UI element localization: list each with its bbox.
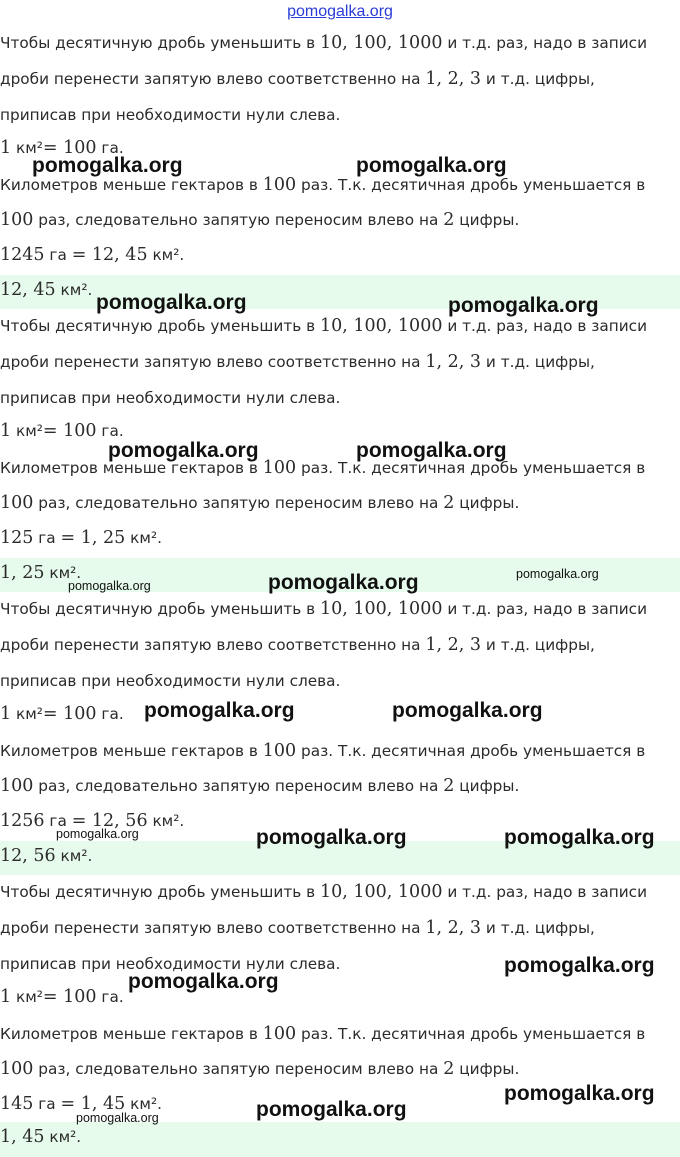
watermark: pomogalka.org xyxy=(128,970,279,993)
watermark: pomogalka.org xyxy=(448,294,599,317)
watermark: pomogalka.org xyxy=(268,571,419,594)
rule-line-3: приписав при необходимости нули слева. xyxy=(0,389,341,407)
conversion-line: 1 км²= 100 га. xyxy=(0,421,124,441)
watermark: pomogalka.org xyxy=(504,826,655,849)
rule-line-2: дроби перенести запятую влево соответственно на 1, 2, 3 и т.д. цифры, xyxy=(0,69,595,89)
watermark: pomogalka.org xyxy=(356,439,507,462)
rule-line-2: дроби перенести запятую влево соответственно на 1, 2, 3 и т.д. цифры, xyxy=(0,352,595,372)
watermark: pomogalka.org xyxy=(504,954,655,977)
site-header xyxy=(0,0,680,26)
explanation-line-2: 100 раз, следовательно запятую переносим влево на 2 цифры. xyxy=(0,1059,520,1079)
calculation-line: 1245 га = 12, 45 км². xyxy=(0,245,185,265)
watermark: pomogalka.org xyxy=(504,1082,655,1105)
watermark: pomogalka.org xyxy=(144,699,295,722)
conversion-line: 1 км²= 100 га. xyxy=(0,138,124,158)
answer-row: 12, 56 км². xyxy=(0,841,680,875)
calculation-line: 1256 га = 12, 56 км². xyxy=(0,811,185,831)
watermark: pomogalka.org xyxy=(392,699,543,722)
watermark: pomogalka.org xyxy=(96,291,247,314)
rule-line-1: Чтобы десятичную дробь уменьшить в 10, 100, 1000 и т.д. раз, надо в записи xyxy=(0,33,648,53)
rule-line-3: приписав при необходимости нули слева. xyxy=(0,955,341,973)
site-link[interactable]: pomogalka.org xyxy=(287,3,393,20)
watermark: pomogalka.org xyxy=(76,1111,159,1125)
rule-line-2: дроби перенести запятую влево соответственно на 1, 2, 3 и т.д. цифры, xyxy=(0,918,595,938)
explanation-line-2: 100 раз, следовательно запятую переносим влево на 2 цифры. xyxy=(0,776,520,796)
calculation-line: 125 га = 1, 25 км². xyxy=(0,528,162,548)
watermark: pomogalka.org xyxy=(356,154,507,177)
rule-line-1: Чтобы десятичную дробь уменьшить в 10, 100, 1000 и т.д. раз, надо в записи xyxy=(0,316,648,336)
explanation-line-1: Километров меньше гектаров в 100 раз. Т.к. десятичная дробь уменьшается в xyxy=(0,1024,646,1044)
explanation-line-1: Километров меньше гектаров в 100 раз. Т.к. десятичная дробь уменьшается в xyxy=(0,458,646,478)
rule-line-1: Чтобы десятичную дробь уменьшить в 10, 100, 1000 и т.д. раз, надо в записи xyxy=(0,599,648,619)
watermark: pomogalka.org xyxy=(516,567,599,581)
rule-line-2: дроби перенести запятую влево соответственно на 1, 2, 3 и т.д. цифры, xyxy=(0,635,595,655)
watermark: pomogalka.org xyxy=(32,154,183,177)
watermark: pomogalka.org xyxy=(68,579,151,593)
rule-line-1: Чтобы десятичную дробь уменьшить в 10, 100, 1000 и т.д. раз, надо в записи xyxy=(0,882,648,902)
explanation-line-1: Километров меньше гектаров в 100 раз. Т.к. десятичная дробь уменьшается в xyxy=(0,741,646,761)
answer-row: 12, 45 км². xyxy=(0,275,680,309)
explanation-line-2: 100 раз, следовательно запятую переносим влево на 2 цифры. xyxy=(0,493,520,513)
answer-row: 1, 25 км². xyxy=(0,558,680,592)
watermark: pomogalka.org xyxy=(256,826,407,849)
conversion-line: 1 км²= 100 га. xyxy=(0,704,124,724)
watermark: pomogalka.org xyxy=(56,827,139,841)
watermark: pomogalka.org xyxy=(256,1098,407,1121)
rule-line-3: приписав при необходимости нули слева. xyxy=(0,106,341,124)
conversion-line: 1 км²= 100 га. xyxy=(0,987,124,1007)
watermark: pomogalka.org xyxy=(108,439,259,462)
explanation-line-2: 100 раз, следовательно запятую переносим влево на 2 цифры. xyxy=(0,210,520,230)
answer-row: 1, 45 км². xyxy=(0,1122,680,1157)
rule-line-3: приписав при необходимости нули слева. xyxy=(0,672,341,690)
explanation-line-1: Километров меньше гектаров в 100 раз. Т.к. десятичная дробь уменьшается в xyxy=(0,175,646,195)
calculation-line: 145 га = 1, 45 км². xyxy=(0,1094,162,1114)
